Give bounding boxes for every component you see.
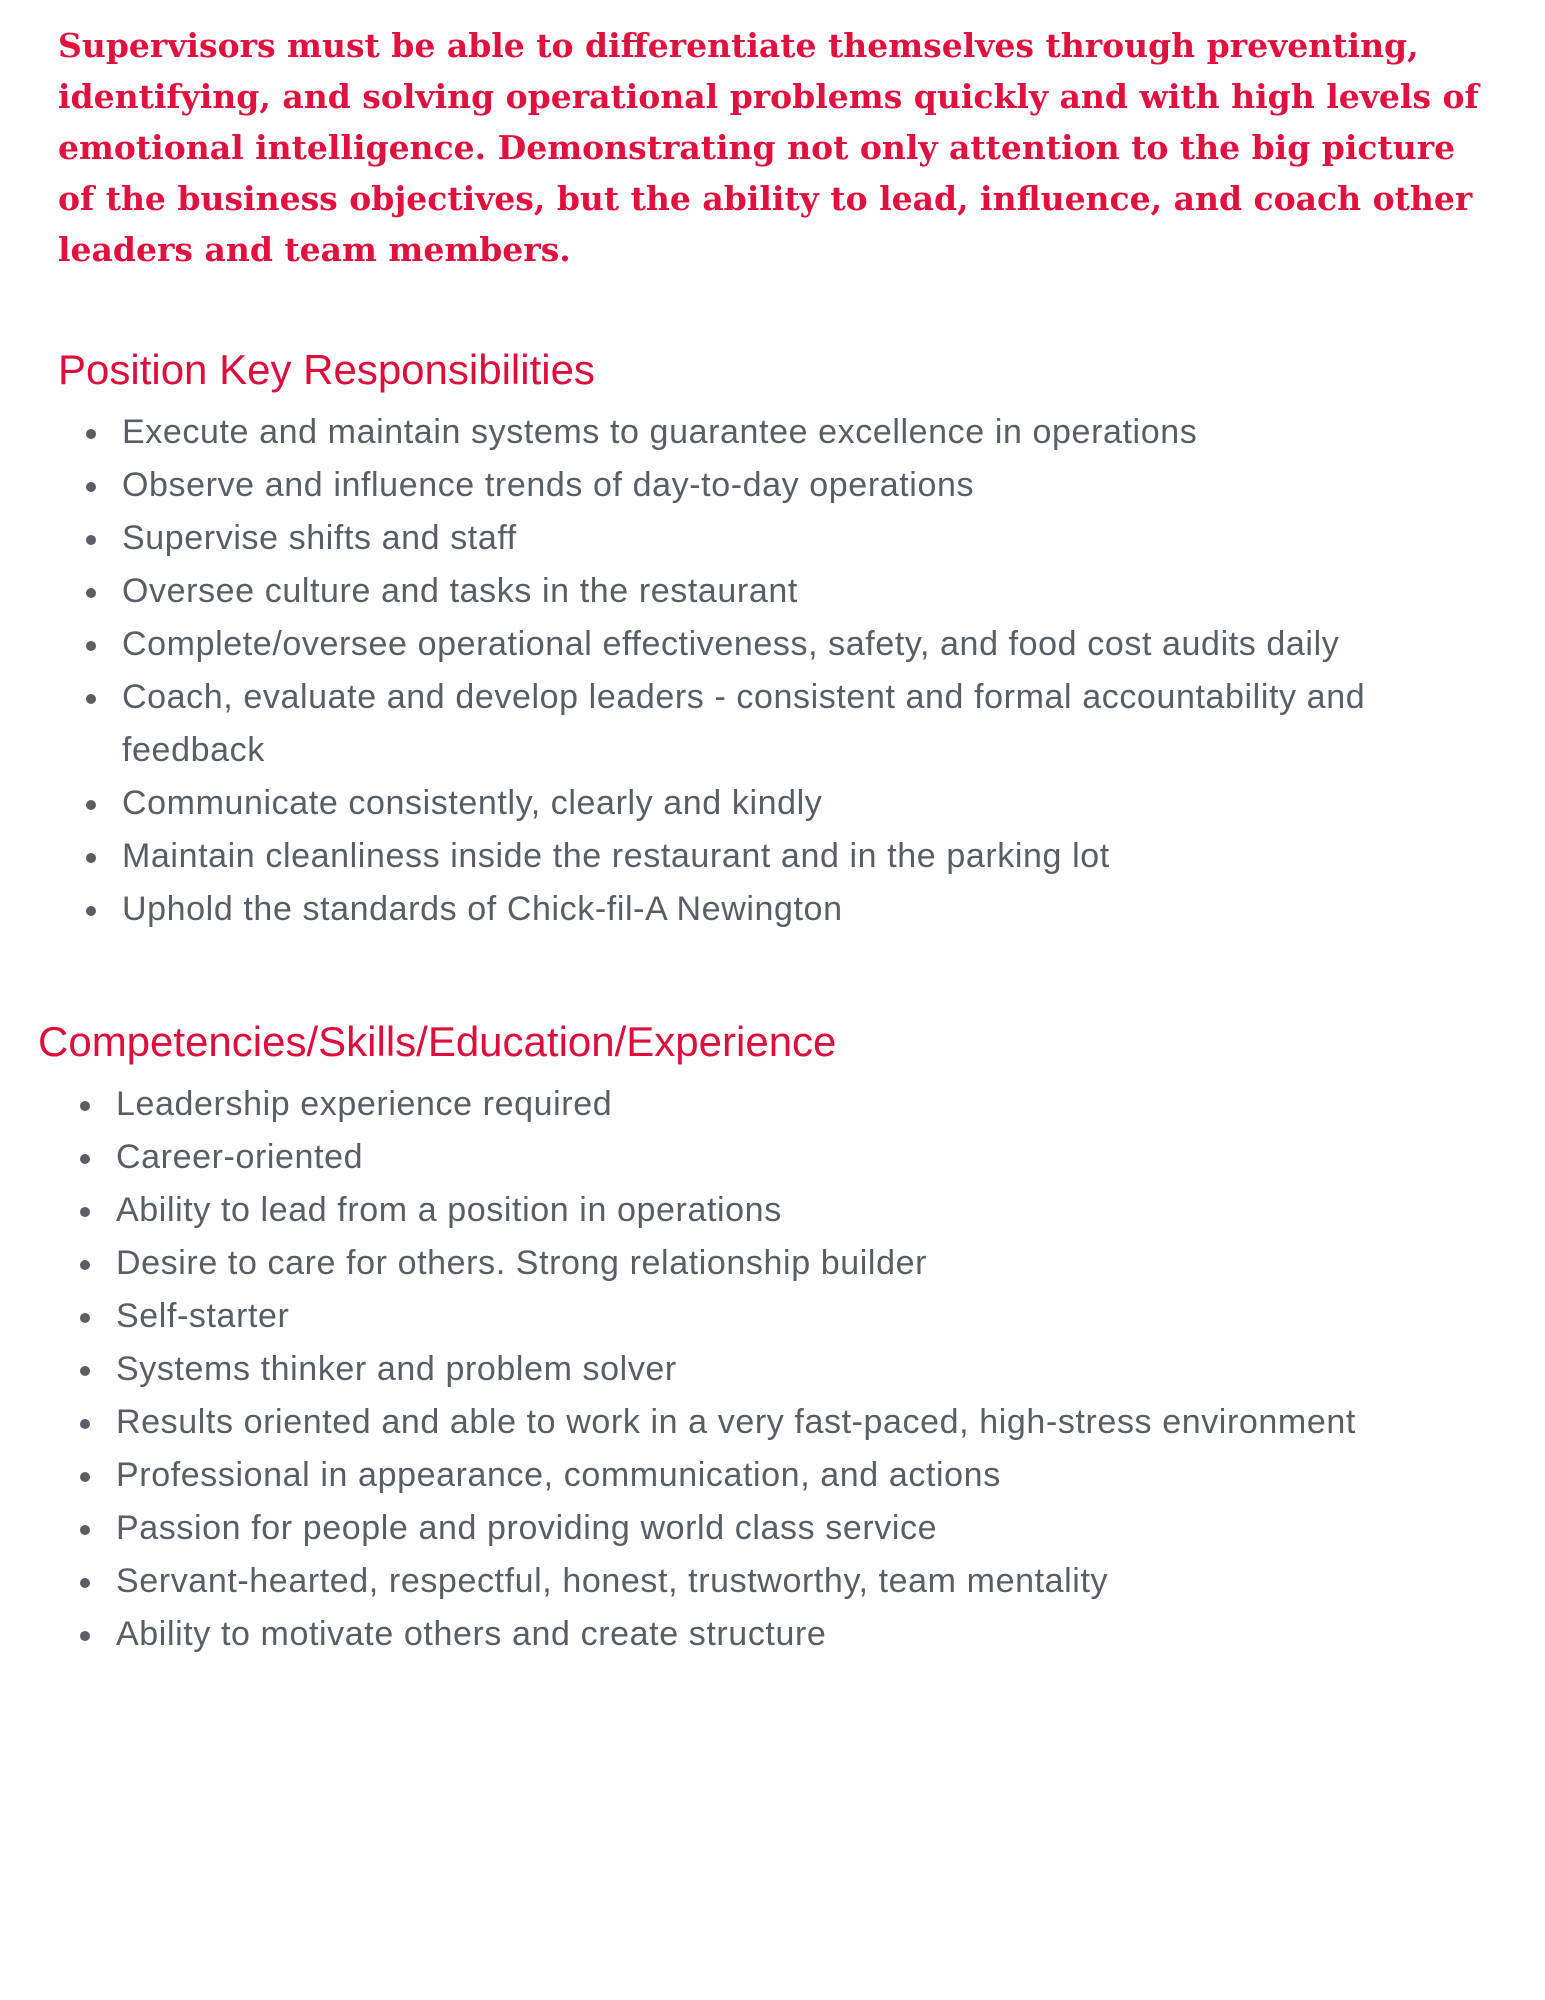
bullet-icon (86, 906, 96, 916)
list-item (38, 1608, 1438, 1661)
list-item-text: Professional in appearance, communication, and actions (116, 1456, 1001, 1494)
list-item (38, 1131, 1438, 1184)
bullet-icon (86, 535, 96, 545)
bullet-icon (86, 800, 96, 810)
list-item-text: Ability to lead from a position in operations (116, 1191, 782, 1229)
list-item (58, 618, 1458, 671)
list-item-text: Systems thinker and problem solver (116, 1350, 677, 1388)
list-item (38, 1343, 1438, 1396)
bullet-icon (86, 482, 96, 492)
bullet-icon (86, 588, 96, 598)
list-item (58, 777, 1458, 830)
list-item-text: Execute and maintain systems to guarantee excellence in operations (122, 413, 1198, 451)
bullet-icon (86, 641, 96, 651)
list-item (58, 512, 1458, 565)
list-item (58, 565, 1458, 618)
bullet-icon (80, 1472, 90, 1482)
bullet-icon (80, 1631, 90, 1641)
list-item-text: Servant-hearted, respectful, honest, trustworthy, team mentality (116, 1562, 1109, 1600)
bullet-icon (86, 853, 96, 863)
bullet-icon (80, 1313, 90, 1323)
competencies-section (38, 1016, 1438, 1661)
responsibilities-heading: Position Key Responsibilities (58, 346, 595, 393)
list-item (38, 1502, 1438, 1555)
list-item (58, 671, 1458, 777)
list-item-text: Desire to care for others. Strong relationship builder (116, 1244, 928, 1282)
list-item (38, 1237, 1438, 1290)
list-item-text: Communicate consistently, clearly and kindly (122, 784, 823, 822)
competencies-list (38, 1078, 1438, 1661)
list-item-text: Complete/oversee operational effectiveness, safety, and food cost audits daily (122, 625, 1340, 663)
list-item-text: Observe and influence trends of day-to-day operations (122, 466, 975, 504)
bullet-icon (80, 1578, 90, 1588)
list-item (38, 1396, 1438, 1449)
bullet-icon (86, 694, 96, 704)
list-item (58, 406, 1458, 459)
responsibilities-section (58, 344, 1458, 936)
bullet-icon (80, 1260, 90, 1270)
bullet-icon (86, 429, 96, 439)
list-item (58, 883, 1458, 936)
bullet-icon (80, 1419, 90, 1429)
list-item (58, 459, 1458, 512)
bullet-icon (80, 1154, 90, 1164)
competencies-heading: Competencies/Skills/Education/Experience (38, 1018, 837, 1065)
responsibilities-list (58, 406, 1458, 936)
list-item-text: Results oriented and able to work in a very fast-paced, high-stress environment (116, 1403, 1356, 1441)
bullet-icon (80, 1366, 90, 1376)
list-item (38, 1449, 1438, 1502)
list-item-text: Leadership experience required (116, 1085, 613, 1123)
list-item-text: Supervise shifts and staff (122, 519, 517, 557)
list-item-text: Maintain cleanliness inside the restaurant and in the parking lot (122, 837, 1110, 875)
list-item-text: Uphold the standards of Chick-fil-A Newington (122, 890, 843, 928)
bullet-icon (80, 1207, 90, 1217)
list-item-text: Oversee culture and tasks in the restaurant (122, 572, 798, 610)
bullet-icon (80, 1101, 90, 1111)
list-item-text: Passion for people and providing world class service (116, 1509, 938, 1547)
list-item (38, 1078, 1438, 1131)
list-item (38, 1290, 1438, 1343)
list-item (38, 1184, 1438, 1237)
bullet-icon (80, 1525, 90, 1535)
list-item-text: Ability to motivate others and create structure (116, 1615, 827, 1653)
list-item (38, 1555, 1438, 1608)
list-item-text: Career-oriented (116, 1138, 364, 1176)
list-item-text: Coach, evaluate and develop leaders - consistent and formal accountability and feedback (122, 678, 1366, 769)
list-item-text: Self-starter (116, 1297, 290, 1335)
intro-paragraph: Supervisors must be able to differentiate themselves through preventing, identifying, and solving operational problems quickly and with high levels of emotional intelligence. Demonstrating not only attention to the big picture of the business objectives, but the ability to lead, influence, and coach other leaders and team members. (58, 26, 1479, 269)
list-item (58, 830, 1458, 883)
